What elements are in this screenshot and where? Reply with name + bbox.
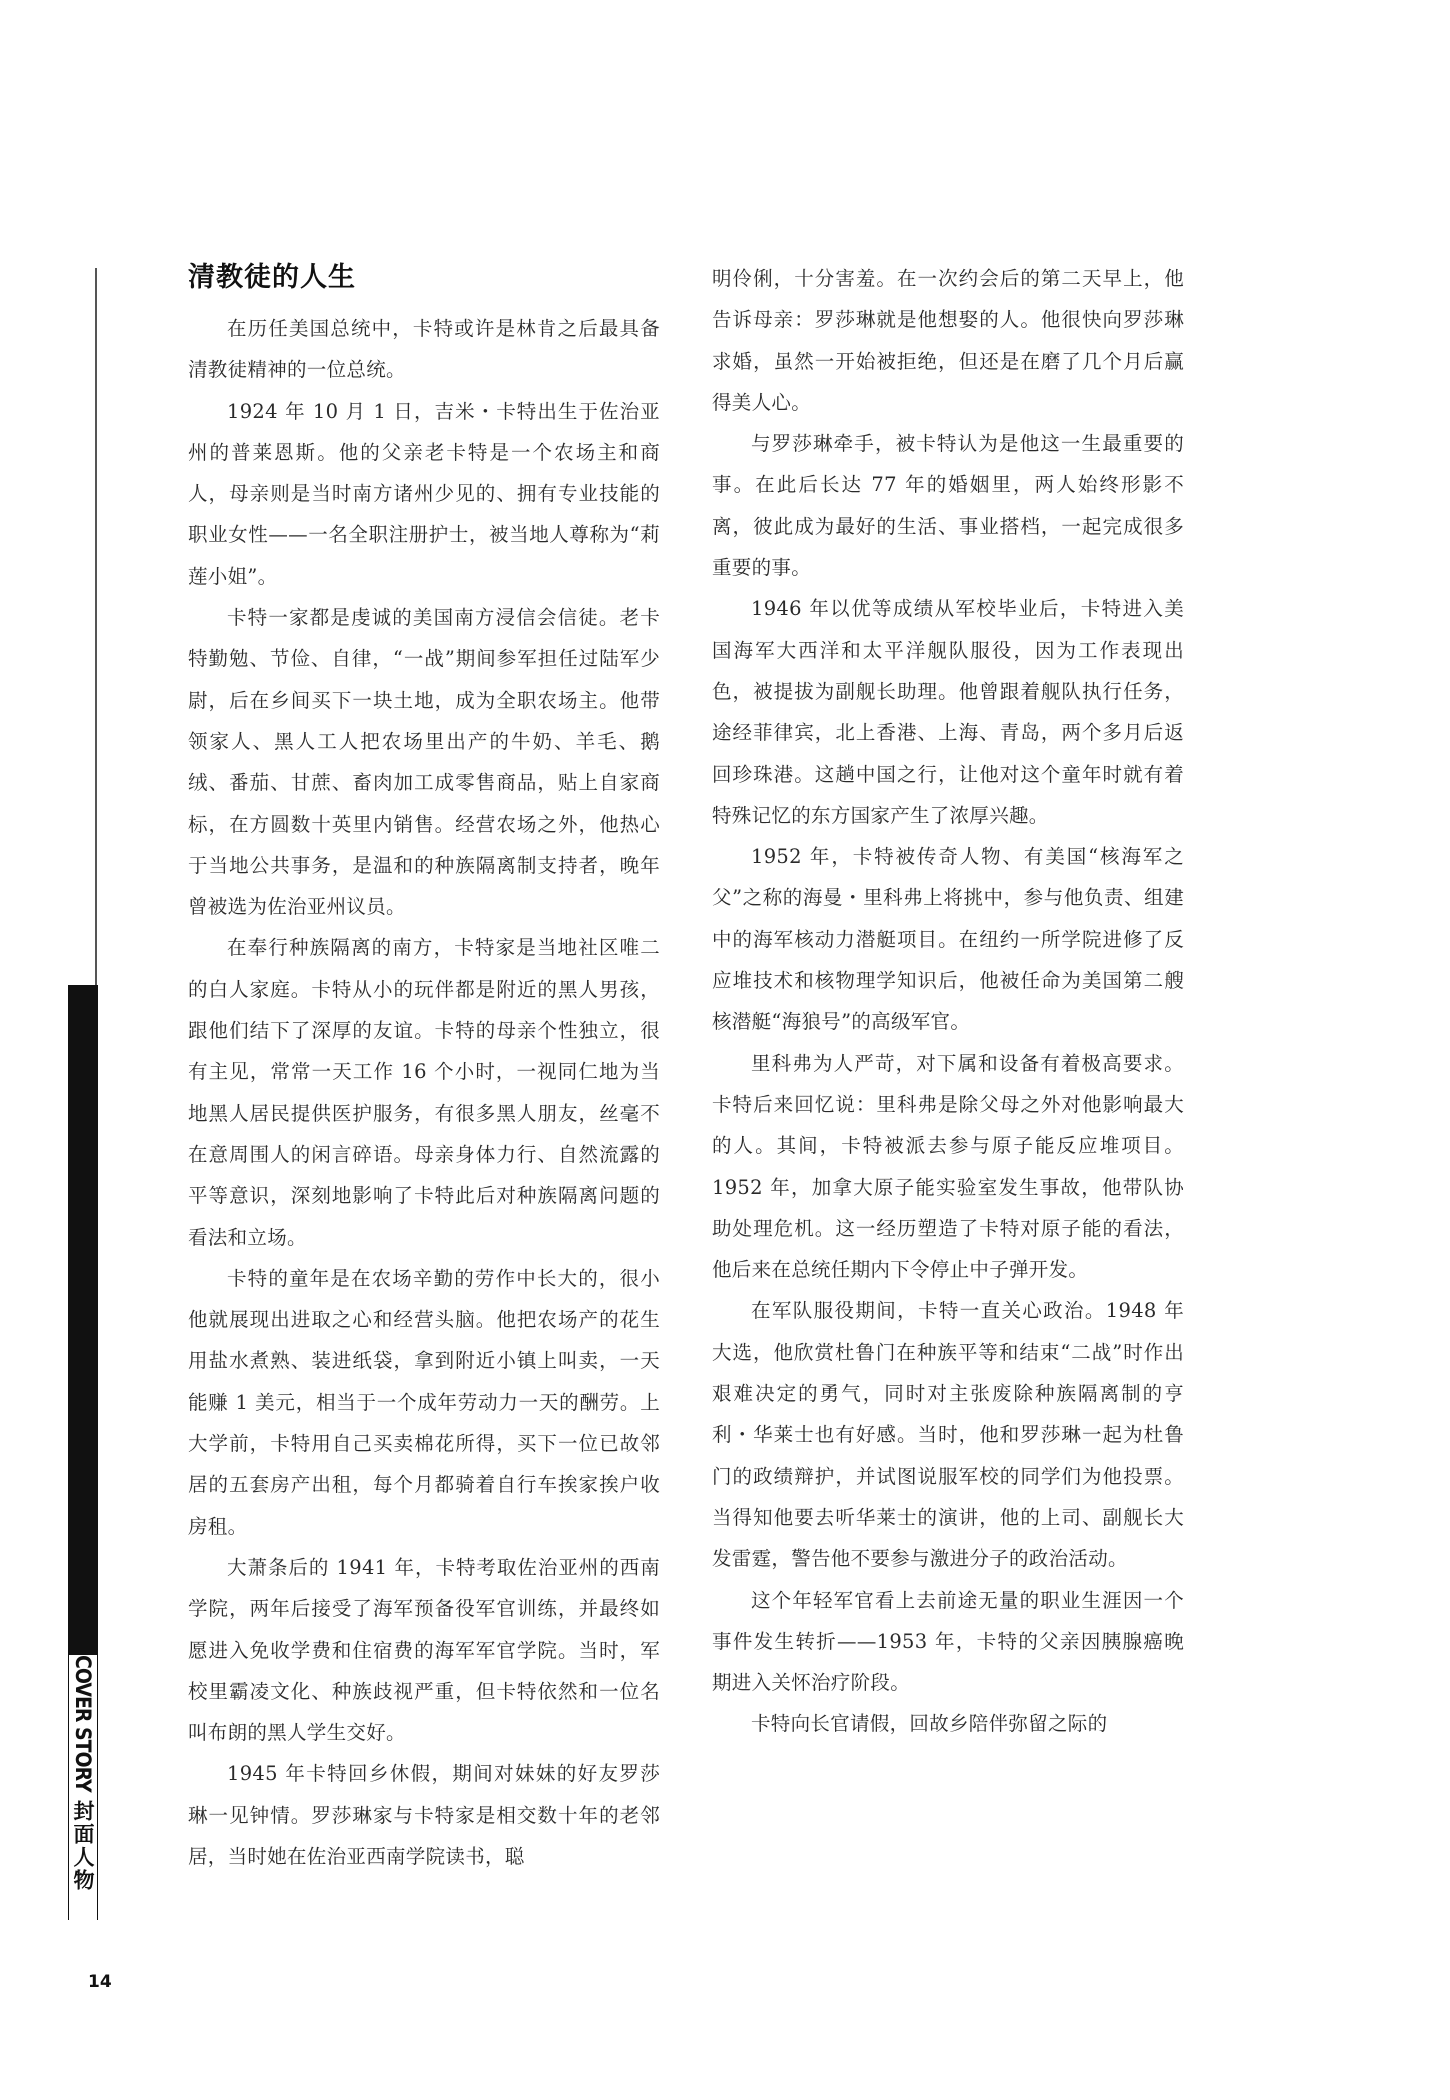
paragraph: 在军队服役期间，卡特一直关心政治。1948 年大选，他欣赏杜鲁门在种族平等和结束“二战”时作出艰难决定的勇气，同时对主张废除种族隔离制的亨利・华莱士也有好感。当时，他和罗莎琳一起为杜鲁门的政绩辩护，并试图说服军校的同学们为他投票。当得知他要去听华莱士的演讲，他的上司、副舰长大发雷霆，警告他不要参与激进分子的政治活动。 (712, 1299, 1184, 1571)
article-column-right (712, 258, 1184, 1745)
paragraph: 卡特一家都是虔诚的美国南方浸信会信徒。老卡特勤勉、节俭、自律，“一战”期间参军担任过陆军少尉，后在乡间买下一块土地，成为全职农场主。他带领家人、黑人工人把农场里出产的牛奶、羊毛、鹅绒、番茄、甘蔗、畜肉加工成零售商品，贴上自家商标，在方圆数十英里内销售。经营农场之外，他热心于当地公共事务，是温和的种族隔离制支持者，晚年曾被选为佐治亚州议员。 (188, 606, 660, 919)
paragraph: 在奉行种族隔离的南方，卡特家是当地社区唯二的白人家庭。卡特从小的玩伴都是附近的黑人男孩，跟他们结下了深厚的友谊。卡特的母亲个性独立，很有主见，常常一天工作 16 个小时，一视同仁地为当地黑人居民提供医护服务，有很多黑人朋友，丝毫不在意周围人的闲言碎语。母亲身体力行、自然流露的平等意识，深刻地影响了卡特此后对种族隔离问题的看法和立场。 (188, 936, 660, 1249)
paragraph-continued: 明伶俐，十分害羞。在一次约会后的第二天早上，他告诉母亲：罗莎琳就是他想娶的人。他很快向罗莎琳求婚，虽然一开始被拒绝，但还是在磨了几个月后赢得美人心。 (712, 267, 1184, 414)
section-tab-english: COVER STORY (71, 1655, 95, 1792)
paragraph: 里科弗为人严苛，对下属和设备有着极高要求。卡特后来回忆说：里科弗是除父母之外对他影响最大的人。其间，卡特被派去参与原子能反应堆项目。1952 年，加拿大原子能实验室发生事故，他带队协助处理危机。这一经历塑造了卡特对原子能的看法，他后来在总统任期内下令停止中子弹开发。 (712, 1051, 1184, 1282)
paragraph: 卡特的童年是在农场辛勤的劳作中长大的，很小他就展现出进取之心和经营头脑。他把农场产的花生用盐水煮熟、装进纸袋，拿到附近小镇上叫卖，一天能赚 1 美元，相当于一个成年劳动力一天的酬劳。上大学前，卡特用自己买卖棉花所得，买下一位已故邻居的五套房产出租，每个月都骑着自行车挨家挨户收房租。 (188, 1266, 660, 1538)
paragraph: 在历任美国总统中，卡特或许是林肯之后最具备清教徒精神的一位总统。 (188, 317, 660, 382)
paragraph: 大萧条后的 1941 年，卡特考取佐治亚州的西南学院，两年后接受了海军预备役军官训练，并最终如愿进入免收学费和住宿费的海军军官学院。当时，军校里霸凌文化、种族歧视严重，但卡特依然和一位名叫布朗的黑人学生交好。 (188, 1555, 660, 1745)
paragraph: 与罗莎琳牵手，被卡特认为是他这一生最重要的事。在此后长达 77 年的婚姻里，两人始终形影不离，彼此成为最好的生活、事业搭档，一起完成很多重要的事。 (712, 432, 1184, 580)
section-tab-chinese: 封面人物 (71, 1799, 95, 1892)
paragraph: 这个年轻军官看上去前途无量的职业生涯因一个事件发生转折——1953 年，卡特的父亲因胰腺癌晚期进入关怀治疗阶段。 (712, 1588, 1184, 1695)
section-tab-label (69, 1655, 97, 1920)
paragraph: 1945 年卡特回乡休假，期间对妹妹的好友罗莎琳一见钟情。罗莎琳家与卡特家是相交数十年的老邻居，当时她在佐治亚西南学院读书，聪 (188, 1762, 660, 1868)
section-tab-text (69, 1655, 97, 1892)
article-column-left (188, 258, 660, 1877)
page-number: 14 (88, 1972, 112, 1992)
paragraph: 1946 年以优等成绩从军校毕业后，卡特进入美国海军大西洋和太平洋舰队服役，因为工作表现出色，被提拔为副舰长助理。他曾跟着舰队执行任务，途经菲律宾，北上香港、上海、青岛，两个多月后返回珍珠港。这趟中国之行，让他对这个童年时就有着特殊记忆的东方国家产生了浓厚兴趣。 (712, 597, 1184, 827)
paragraph: 1924 年 10 月 1 日，吉米・卡特出生于佐治亚州的普莱恩斯。他的父亲老卡特是一个农场主和商人，母亲则是当时南方诸州少见的、拥有专业技能的职业女性——一名全职注册护士，被当地人尊称为“莉莲小姐”。 (188, 399, 660, 588)
section-title: 清教徒的人生 (188, 262, 356, 293)
paragraph: 1952 年，卡特被传奇人物、有美国“核海军之父”之称的海曼・里科弗上将挑中，参与他负责、组建中的海军核动力潜艇项目。在纽约一所学院进修了反应堆技术和核物理学知识后，他被任命为美国第二艘核潜艇“海狼号”的高级军官。 (712, 845, 1184, 1034)
paragraph: 卡特向长官请假，回故乡陪伴弥留之际的 (751, 1712, 1108, 1736)
